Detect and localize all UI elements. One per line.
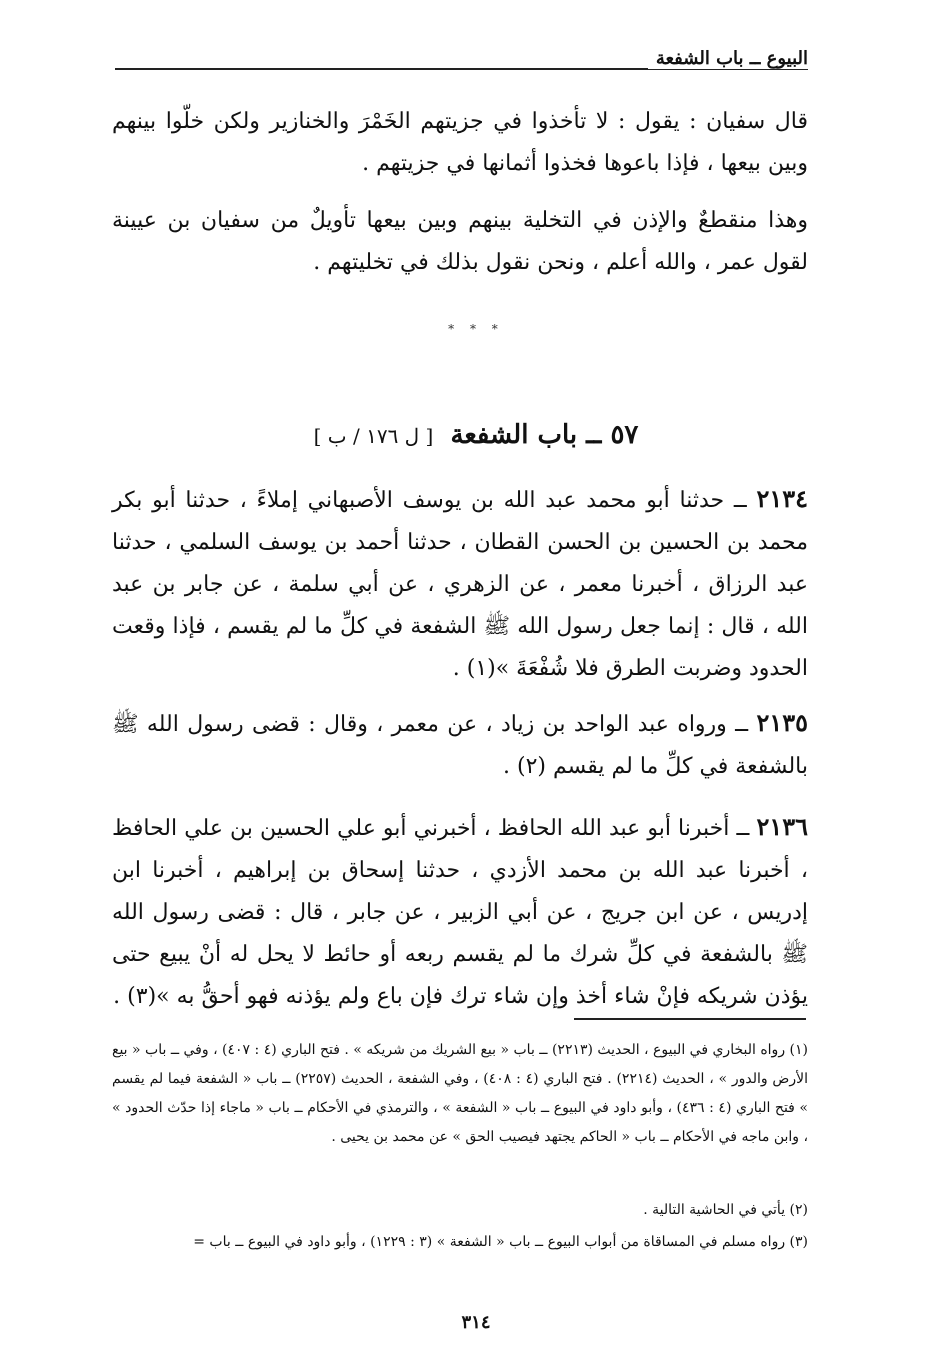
- hadith-number: ٢١٣٦: [756, 812, 808, 841]
- footnote-1: (١) رواه البخاري في البيوع ، الحديث (٢٢١٣) ــ باب « بيع الشريك من شريكه » . فتح الباري (٤ : ٤٠٧) ، وفي ــ باب « بيع الأرض والدور » ، الحديث (٢٢١٤) . فتح الباري (٤ : ٤٠٨) ، وفي الشفعة ، الحديث (٢٢٥٧) ــ باب « الشفعة فيما لم يقسم » فتح الباري (٤ : ٤٣٦) ، وأبو داود في البيوع ــ باب « الشفعة » ، والترمذي في الأحكام ــ باب « ماجاء إذا حدّث الحدود » ، وابن ماجه في الأحكام ــ باب « الحاكم يجتهد فيصيب الحق » عن محمد بن يحيى .: [112, 1042, 809, 1145]
- paragraph-text: قال سفيان : يقول : لا تأخذوا في جزيتهم الخَمْرَ والخنازير ولكن خلّوا بينهم وبين بيعها ، فإذا باعوها فخذوا أثمانها في جزيتهم .: [112, 109, 808, 176]
- paragraph-text: وهذا منقطعٌ والإذن في التخلية بينهم وبين بيعها تأويلٌ من سفيان بن عيينة لقول عمر ، والله أعلم ، ونحن نقول بذلك في تخليتهم .: [112, 208, 808, 275]
- footnote-2: (٢) يأتي في الحاشية التالية .: [643, 1202, 808, 1218]
- hadith-text: ــ حدثنا أبو محمد عبد الله بن يوسف الأصبهاني إملاءً ، حدثنا أبو بكر محمد بن الحسين بن الحسن القطان ، حدثنا أحمد بن يوسف السلمي ، حدثنا عبد الرزاق ، أخبرنا معمر ، عن الزهري ، عن أبي سلمة ، عن جابر بن عبد الله ، قال : إنما جعل رسول الله ﷺ الشفعة في كلِّ ما لم يقسم ، فإذا وقعت الحدود وضربت الطرق فلا شُفْعَةَ »(١) .: [112, 488, 809, 681]
- hadith-number: ٢١٣٤: [756, 484, 808, 513]
- running-head: [115, 48, 808, 78]
- paragraph-sufyan: [112, 101, 808, 185]
- footnote-rule: [574, 1018, 806, 1020]
- hadith-number: ٢١٣٥: [756, 708, 808, 737]
- chapter-title: ٥٧ ــ باب الشفعة: [450, 420, 639, 450]
- hadith-text: ــ ورواه عبد الواحد بن زياد ، عن معمر ، وقال : قضى رسول الله ﷺ بالشفعة في كلِّ ما لم يقسم (٢) .: [112, 712, 808, 779]
- page-number: ٣١٤: [461, 1312, 491, 1333]
- running-head-title: البيوع ــ باب الشفعة: [648, 48, 808, 69]
- hadith-2134: [112, 478, 808, 690]
- hadith-2136: [112, 806, 808, 1018]
- section-separator: * * *: [448, 322, 504, 336]
- hadith-2135: [112, 702, 808, 788]
- hadith-text: ــ أخبرنا أبو عبد الله الحافظ ، أخبرني أبو علي الحسين بن علي الحافظ ، أخبرنا عبد الله بن محمد الأزدي ، حدثنا إسحاق بن إبراهيم ، أخبرنا ابن إدريس ، عن ابن جريج ، عن أبي الزبير ، عن جابر ، قال : قضى رسول الله ﷺ بالشفعة في كلِّ شرك ما لم يقسم ربعه أو حائط لا يحل له أنْ يبيع حتى يؤذن شريكه فإنْ شاء أخذ وإن شاء ترك فإن باع ولم يؤذنه فهو أحقُّ به »(٣) .: [112, 816, 808, 1009]
- manuscript-reference: [ ل ١٧٦ / ب ]: [313, 424, 434, 448]
- chapter-heading: [0, 420, 952, 450]
- footnote-3: (٣) رواه مسلم في المساقاة من أبواب البيوع ــ باب « الشفعة » (٣ : ١٢٢٩) ، وأبو داود في البيوع ــ باب =: [193, 1234, 808, 1250]
- paragraph-commentary: [112, 200, 808, 284]
